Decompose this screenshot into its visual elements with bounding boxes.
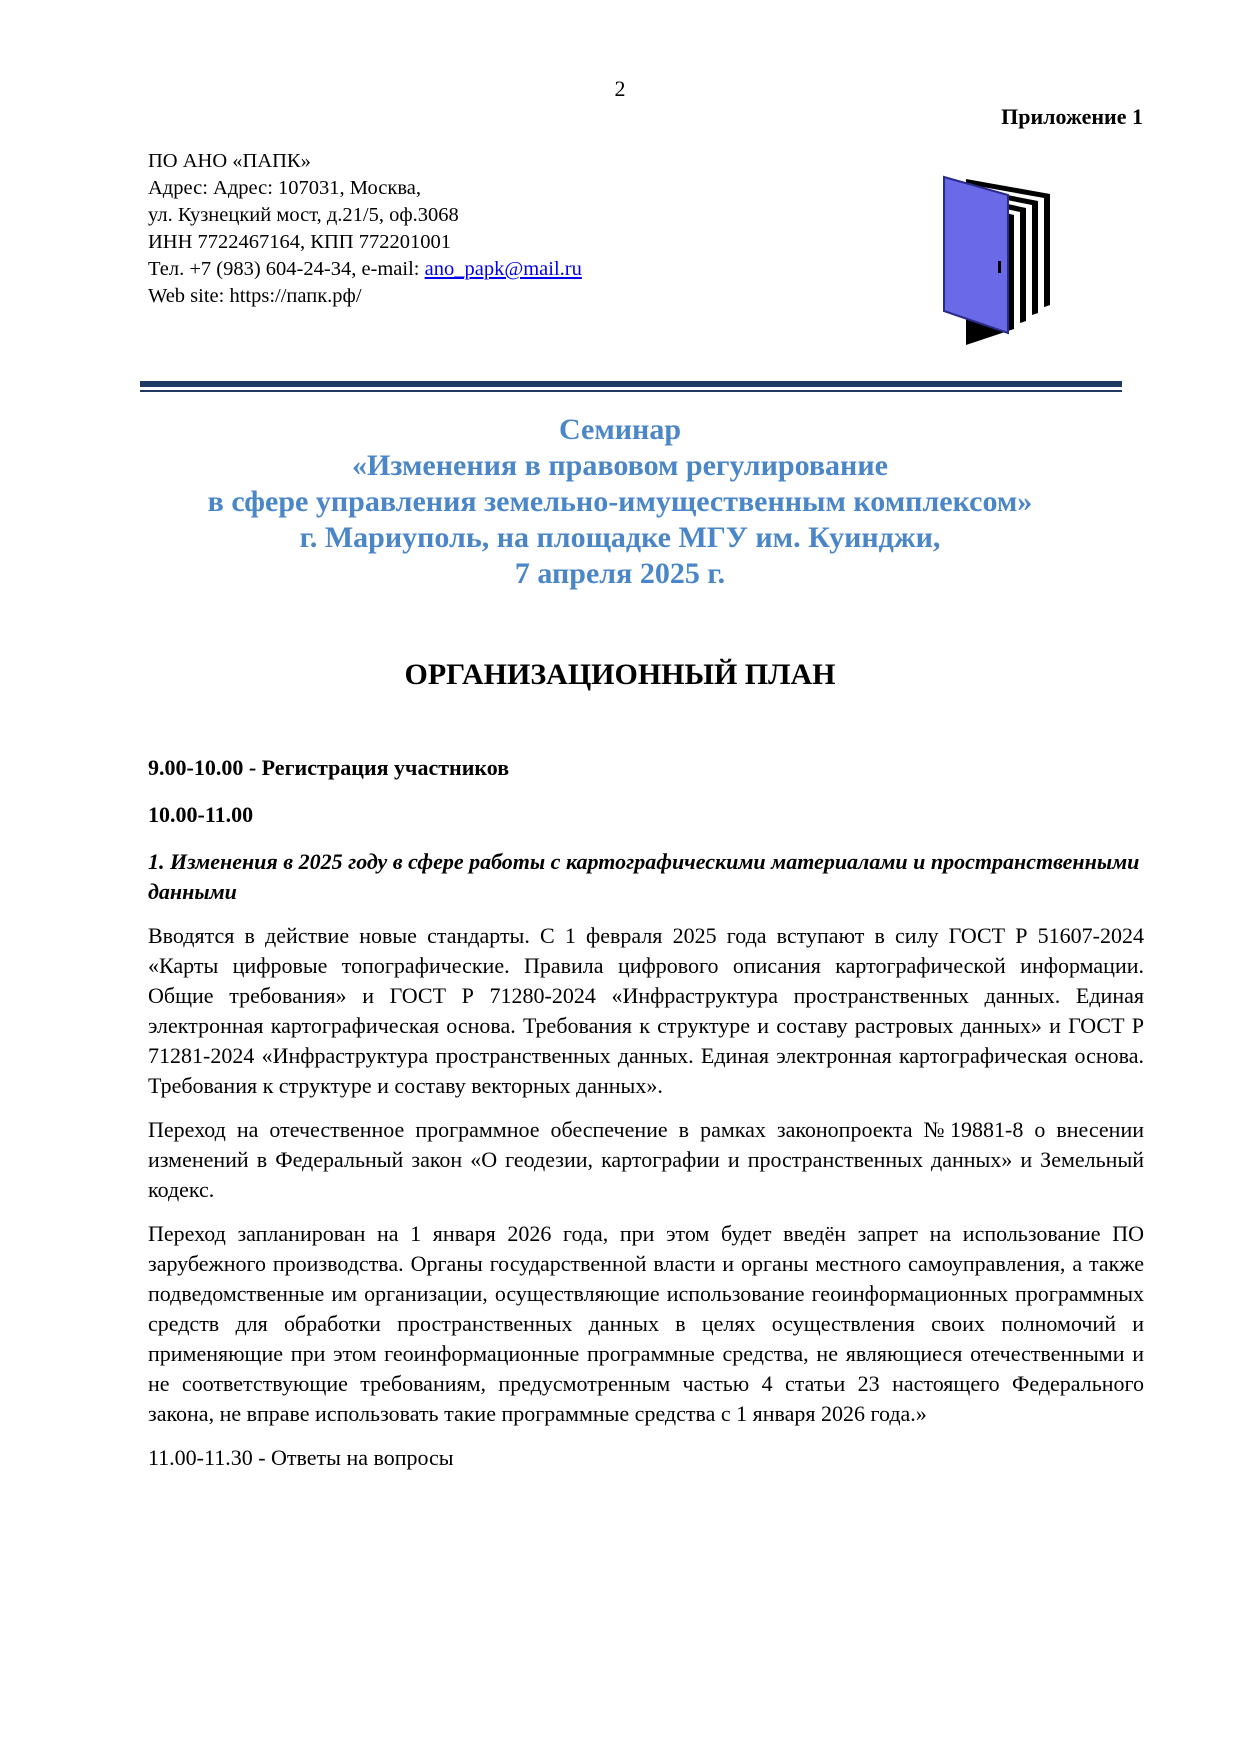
paragraph-standards: Вводятся в действие новые стандарты. С 1 февраля 2025 года вступают в силу ГОСТ Р 51607-2024 «Карты цифровые топографические. Правила цифрового описания картографической информации. Общие требования» и ГОСТ Р 71280-2024 «Инфраструктура пространственных данных. Единая электронная картографическая основа. Требования к структуре и составу растровых данных» и ГОСТ Р 71281-2024 «Инфраструктура пространственных данных. Единая электронная картографическая основа. Требования к структуре и составу векторных данных». <box>148 923 1144 1098</box>
seminar-heading: Семинар <box>558 413 682 446</box>
qa-slot: 11.00-11.30 - Ответы на вопросы <box>148 1445 454 1470</box>
time-slot-2: 10.00-11.00 <box>148 802 254 827</box>
appendix-label: Приложение 1 <box>1001 104 1143 129</box>
topic-heading: 1. Изменения в 2025 году в сфере работы с картографическими материалами и пространственными данными <box>148 849 1140 904</box>
org-address-line2: ул. Кузнецкий мост, д.21/5, оф.3068 <box>148 204 459 226</box>
logo-door-handle <box>998 261 1001 273</box>
seminar-title <box>100 412 1140 592</box>
seminar-topic-line2: в сфере управления земельно-имущественным комплексом» <box>207 485 1033 518</box>
email-link[interactable]: ano_papk@mail.ru <box>424 258 582 280</box>
plan-content <box>148 753 1144 1473</box>
header-rule-thin <box>140 390 1122 392</box>
seminar-date: 7 апреля 2025 г. <box>514 557 726 590</box>
plan-title: ОРГАНИЗАЦИОННЫЙ ПЛАН <box>404 658 836 691</box>
paragraph-software-transition: Переход на отечественное программное обеспечение в рамках законопроекта №19881-8 о внесении изменений в Федеральный закон «О геодезии, картографии и пространственных данных» и Земельный кодекс. <box>148 1117 1144 1202</box>
header-rule-thick <box>140 381 1122 387</box>
registration-slot: 9.00-10.00 - Регистрация участников <box>148 755 510 780</box>
org-tax-ids: ИНН 7722467164, КПП 772201001 <box>148 231 451 253</box>
org-phone: Тел. +7 (983) 604-24-34, e-mail: <box>148 258 425 280</box>
seminar-topic-line1: «Изменения в правовом регулирование <box>352 449 888 482</box>
org-address-line1: Адрес: Адрес: 107031, Москва, <box>148 177 421 199</box>
paragraph-transition-date: Переход запланирован на 1 января 2026 года, при этом будет введён запрет на использование ПО зарубежного производства. Органы государственной власти и органы местного самоуправления, а также подведомственные им организации, осуществляющие использование геоинформационных программных средств для обработки пространственных данных в целях осуществления своих полномочий и применяющие при этом геоинформационные программные средства, не являющиеся отечественными и не соответствующие требованиям, предусмотренным частью 4 статьи 23 настоящего Федерального закона, не вправе использовать такие программные средства с 1 января 2026 года.» <box>148 1221 1144 1426</box>
org-phone-email <box>148 256 582 283</box>
page-number: 2 <box>614 76 626 101</box>
organization-contacts <box>148 148 582 310</box>
org-website: Web site: https://папк.рф/ <box>148 285 362 307</box>
org-name: ПО АНО «ПАПК» <box>148 150 311 172</box>
open-door-book-icon <box>940 175 1052 347</box>
logo-door <box>944 177 1008 333</box>
seminar-venue: г. Мариуполь, на площадке МГУ им. Куинджи, <box>299 521 941 554</box>
